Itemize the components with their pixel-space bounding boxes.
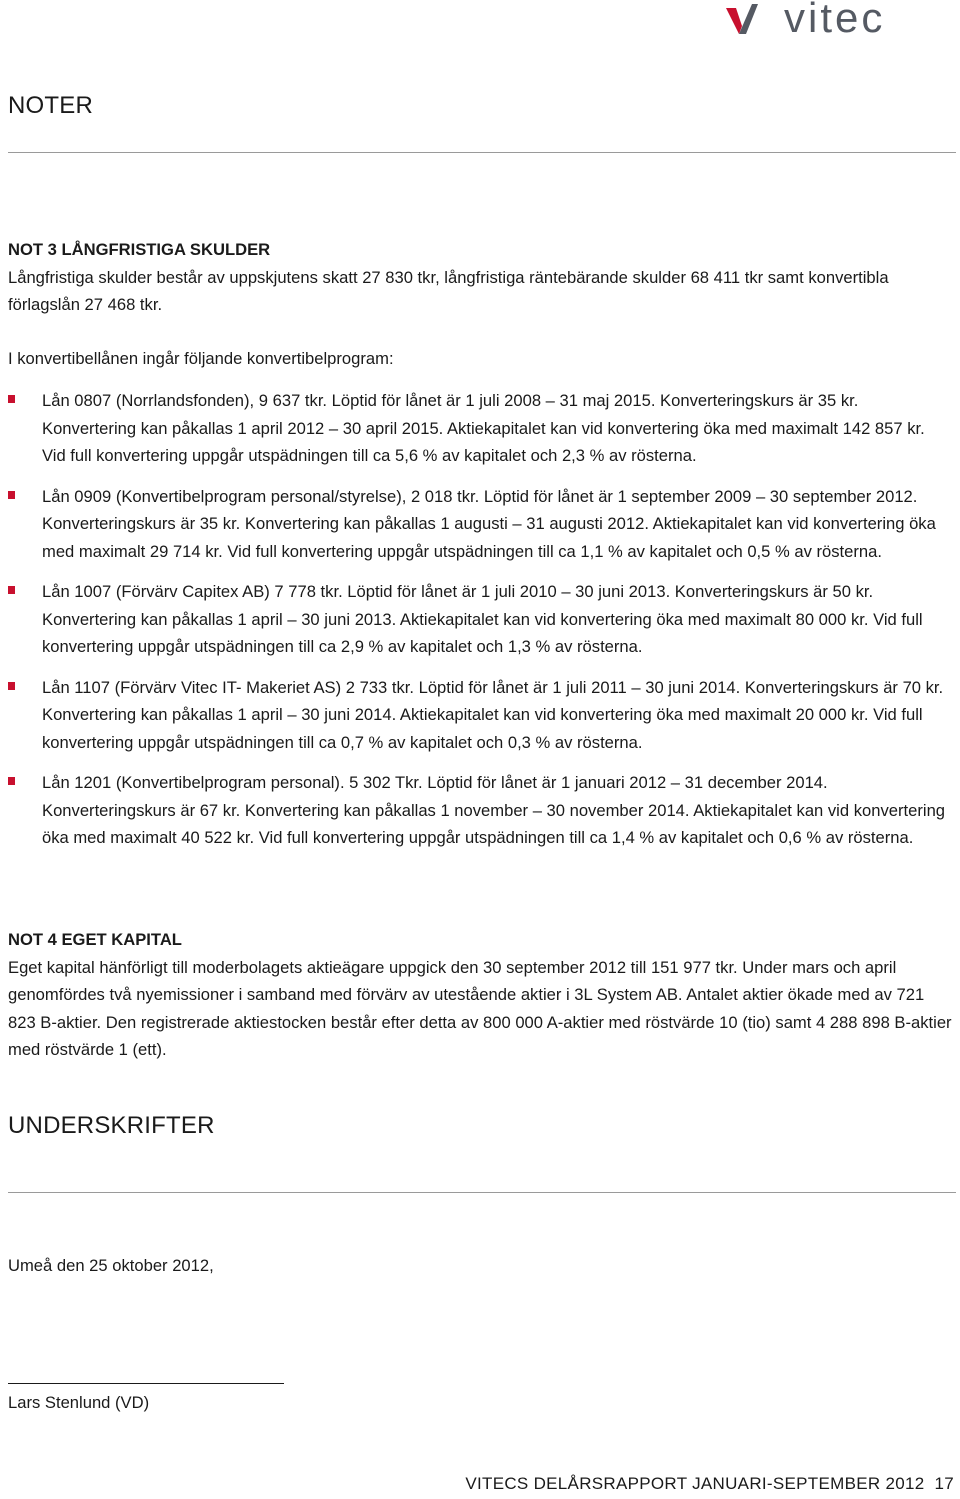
note-3-intro	[8, 345, 953, 373]
logo-mark-icon	[726, 8, 742, 34]
page-number: 17	[934, 1474, 954, 1493]
note-3	[8, 236, 953, 319]
note-3-body: Långfristiga skulder består av uppskjutens skatt 27 830 tkr, långfristiga räntebärande skulder 68 411 tkr samt konvertibla förlagslån 27 468 tkr.	[8, 267, 889, 314]
note-4-title: NOT 4 EGET KAPITAL	[8, 930, 182, 949]
logo-text: vitec	[784, 0, 886, 40]
convertible-list	[8, 387, 953, 865]
convertible-intro: I konvertibellånen ingår följande konvertibelprogram:	[8, 349, 394, 368]
page-footer	[465, 1474, 954, 1494]
page-title: NOTER	[8, 92, 93, 119]
bullet-icon	[8, 586, 15, 594]
vitec-logo	[722, 0, 952, 40]
note-3-title: NOT 3 LÅNGFRISTIGA SKULDER	[8, 240, 271, 259]
note-4	[8, 926, 953, 1064]
divider	[8, 1192, 956, 1193]
signatures-heading: UNDERSKRIFTER	[8, 1112, 215, 1139]
divider	[8, 152, 956, 153]
list-item: Lån 1007 (Förvärv Capitex AB) 7 778 tkr. Löptid för lånet är 1 juli 2010 – 30 juni 2013. Konverteringskurs är 50 kr. Konvertering kan påkallas 1 april – 30 juni 2013. Aktiekapitalet kan vid konvertering öka med maximalt 80 000 kr. Vid full konvertering uppgår utspädningen till ca 2,9 % av kapitalet och 1,3 % av rösterna.	[8, 578, 953, 661]
signature-line	[8, 1383, 284, 1384]
bullet-icon	[8, 682, 15, 690]
list-item: Lån 0909 (Konvertibelprogram personal/styrelse), 2 018 tkr. Löptid för lånet är 1 september 2009 – 30 september 2012. Konverteringskurs är 35 kr. Konvertering kan påkallas 1 augusti – 31 augusti 2012. Aktiekapitalet kan vid konvertering öka med maximalt 29 714 kr. Vid full konvertering uppgår utspädningen till ca 1,1 % av kapitalet och 0,5 % av rösterna.	[8, 483, 953, 566]
list-item: Lån 0807 (Norrlandsfonden), 9 637 tkr. Löptid för lånet är 1 juli 2008 – 31 maj 2015. Konverteringskurs är 35 kr. Konvertering kan påkallas 1 april 2012 – 30 april 2015. Aktiekapitalet kan vid konvertering öka med maximalt 142 857 kr. Vid full konvertering uppgår utspädningen till ca 5,6 % av kapitalet och 2,3 % av rösterna.	[8, 387, 953, 470]
footer-title: VITECS DELÅRSRAPPORT JANUARI-SEPTEMBER 2012	[465, 1474, 925, 1493]
signer-name: Lars Stenlund (VD)	[8, 1393, 150, 1412]
place-date: Umeå den 25 oktober 2012,	[8, 1256, 214, 1275]
list-item: Lån 1201 (Konvertibelprogram personal). 5 302 Tkr. Löptid för lånet är 1 januari 2012 – 31 december 2014. Konverteringskurs är 67 kr. Konvertering kan påkallas 1 november – 30 november 2014. Aktiekapitalet kan vid konvertering öka med maximalt 40 522 kr. Vid full konvertering uppgår utspädningen till ca 1,4 % av kapitalet och 0,6 % av rösterna.	[8, 769, 953, 852]
bullet-icon	[8, 491, 15, 499]
bullet-icon	[8, 777, 15, 785]
bullet-icon	[8, 395, 15, 403]
list-item: Lån 1107 (Förvärv Vitec IT- Makeriet AS) 2 733 tkr. Löptid för lånet är 1 juli 2011 – 30 juni 2014. Konverteringskurs är 70 kr. Konvertering kan påkallas 1 april – 30 juni 2014. Aktiekapitalet kan vid konvertering öka med maximalt 20 000 kr. Vid full konvertering uppgår utspädningen till ca 0,7 % av kapitalet och 0,3 % av rösterna.	[8, 674, 953, 757]
note-4-body: Eget kapital hänförligt till moderbolagets aktieägare uppgick den 30 september 2012 till 151 977 tkr. Under mars och april genomfördes två nyemissioner i samband med förvärv av utestående aktier i 3L System AB. Antalet aktier ökade med av 721 823 B-aktier. Den registrerade aktiestocken består efter detta av 800 000 A-aktier med röstvärde 10 (tio) samt 4 288 898 B-aktier med röstvärde 1 (ett).	[8, 957, 952, 1059]
